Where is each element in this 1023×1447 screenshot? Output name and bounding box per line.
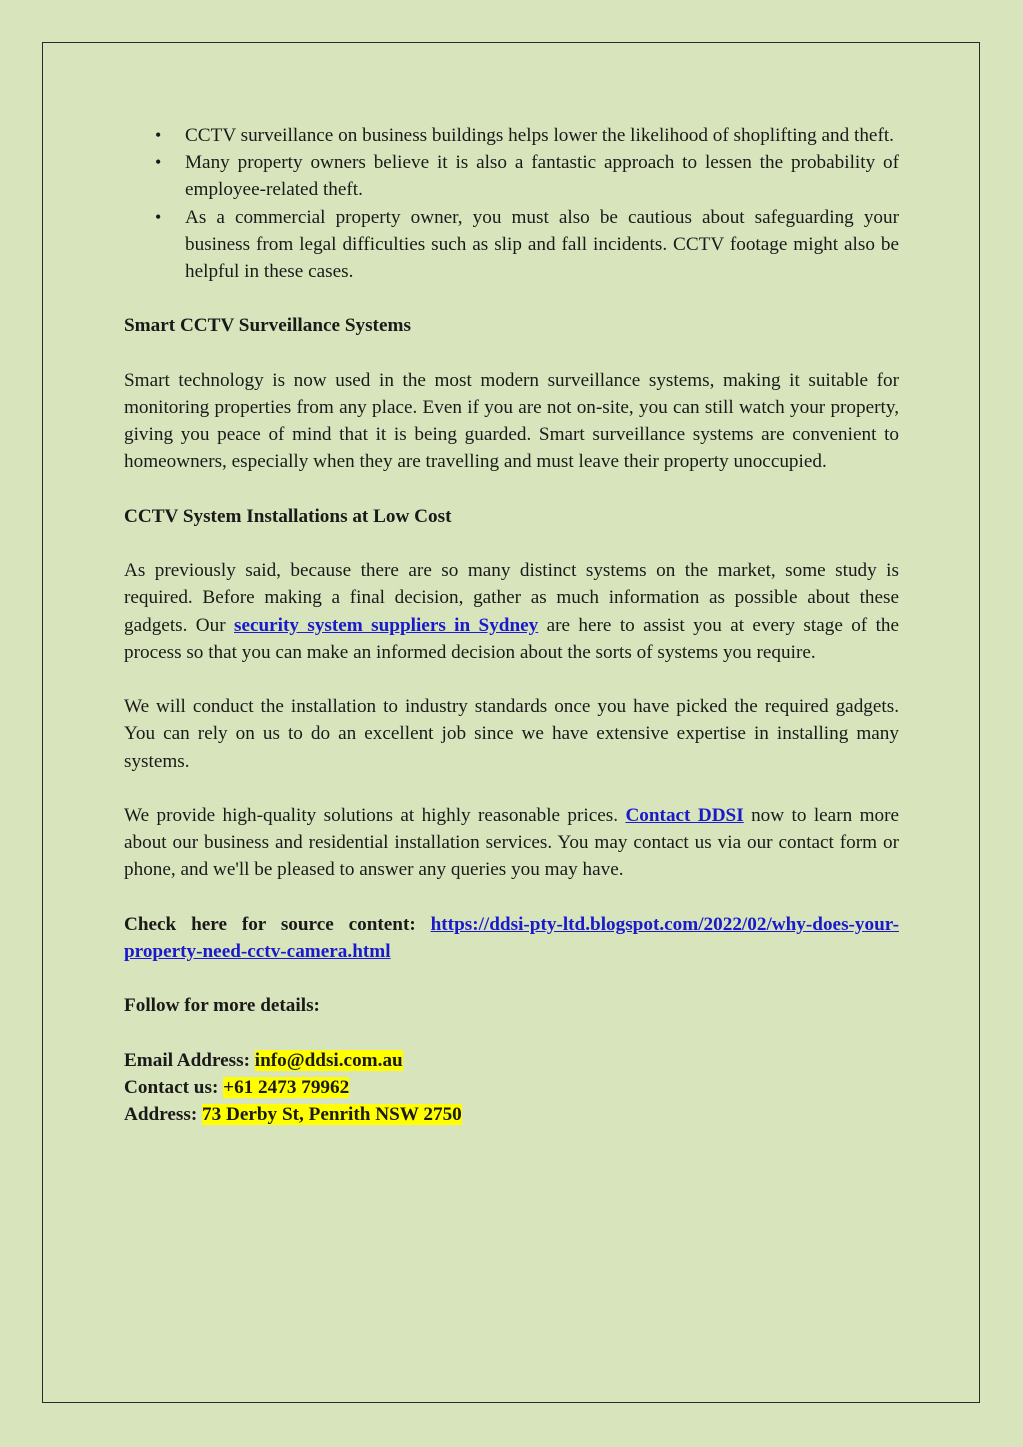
phone-value: +61 2473 79962: [223, 1076, 350, 1098]
list-item-text: As a commercial property owner, you must also be cautious about safeguarding your business from legal difficulties such as slip and fall incidents. CCTV footage might also be helpful in these cases.: [185, 206, 899, 283]
suppliers-text-after: are here to assist you at every stage of the process so that you can make an informed decision about the sorts of systems you require.: [124, 614, 900, 663]
contact-text-before: We provide high-quality solutions at highly reasonable prices.: [124, 804, 626, 826]
installation-paragraph: We will conduct the installation to industry standards once you have picked the required gadgets. You can rely on us to do an excellent job since we have extensive expertise in installing many systems.: [124, 696, 899, 772]
document-body: [124, 122, 899, 1128]
suppliers-paragraph: [124, 557, 899, 666]
source-paragraph: [124, 911, 899, 965]
address-label: Address:: [124, 1104, 203, 1126]
suppliers-text-before: As previously said, because there are so many distinct systems on the market, some study is required. Before making a final decision, gather as much information as possible about these gadgets. Our: [124, 560, 899, 636]
bullet-icon: •: [155, 152, 162, 173]
list-item: [124, 204, 899, 286]
bullet-icon: •: [155, 125, 162, 145]
bullet-icon: •: [155, 206, 162, 227]
contact-details: [124, 1047, 899, 1129]
phone-label: Contact us:: [124, 1076, 224, 1098]
low-cost-heading: CCTV System Installations at Low Cost: [124, 505, 452, 527]
source-label: Check here for source content:: [124, 913, 431, 935]
list-item: [124, 122, 899, 149]
list-item-text: CCTV surveillance on business buildings helps lower the likelihood of shoplifting and theft.: [185, 125, 894, 146]
follow-heading: Follow for more details:: [124, 995, 320, 1017]
address-value: 73 Derby St, Penrith NSW 2750: [202, 1104, 462, 1126]
smart-cctv-paragraph: Smart technology is now used in the most modern surveillance systems, making it suitable for monitoring properties from any place. Even if you are not on-site, you can still watch your property, giving you peace of mind that it is being guarded. Smart surveillance systems are convenient to homeowners, especially when they are travelling and must leave their property unoccupied.: [124, 369, 899, 473]
email-line: [124, 1047, 899, 1074]
email-label: Email Address:: [124, 1049, 255, 1071]
smart-cctv-heading: Smart CCTV Surveillance Systems: [124, 315, 411, 337]
contact-text-after: now to learn more about our business and residential installation services. You may contact us via our contact form or phone, and we'll be pleased to answer any queries you may have.: [124, 804, 899, 881]
contact-ddsi-link[interactable]: Contact DDSI: [625, 804, 744, 826]
contact-paragraph: [124, 802, 899, 884]
email-value: info@ddsi.com.au: [254, 1049, 403, 1071]
address-line: [124, 1101, 899, 1128]
list-item: [124, 149, 899, 203]
source-url-link[interactable]: https://ddsi-pty-ltd.blogspot.com/2022/02/why-does-your-property-need-cctv-camera.html: [124, 913, 899, 962]
list-item-text: Many property owners believe it is also a fantastic approach to lessen the probability of employee-related theft.: [185, 152, 899, 201]
phone-line: [124, 1074, 899, 1101]
suppliers-link[interactable]: security system suppliers in Sydney: [234, 614, 539, 636]
benefits-list: [124, 122, 899, 285]
